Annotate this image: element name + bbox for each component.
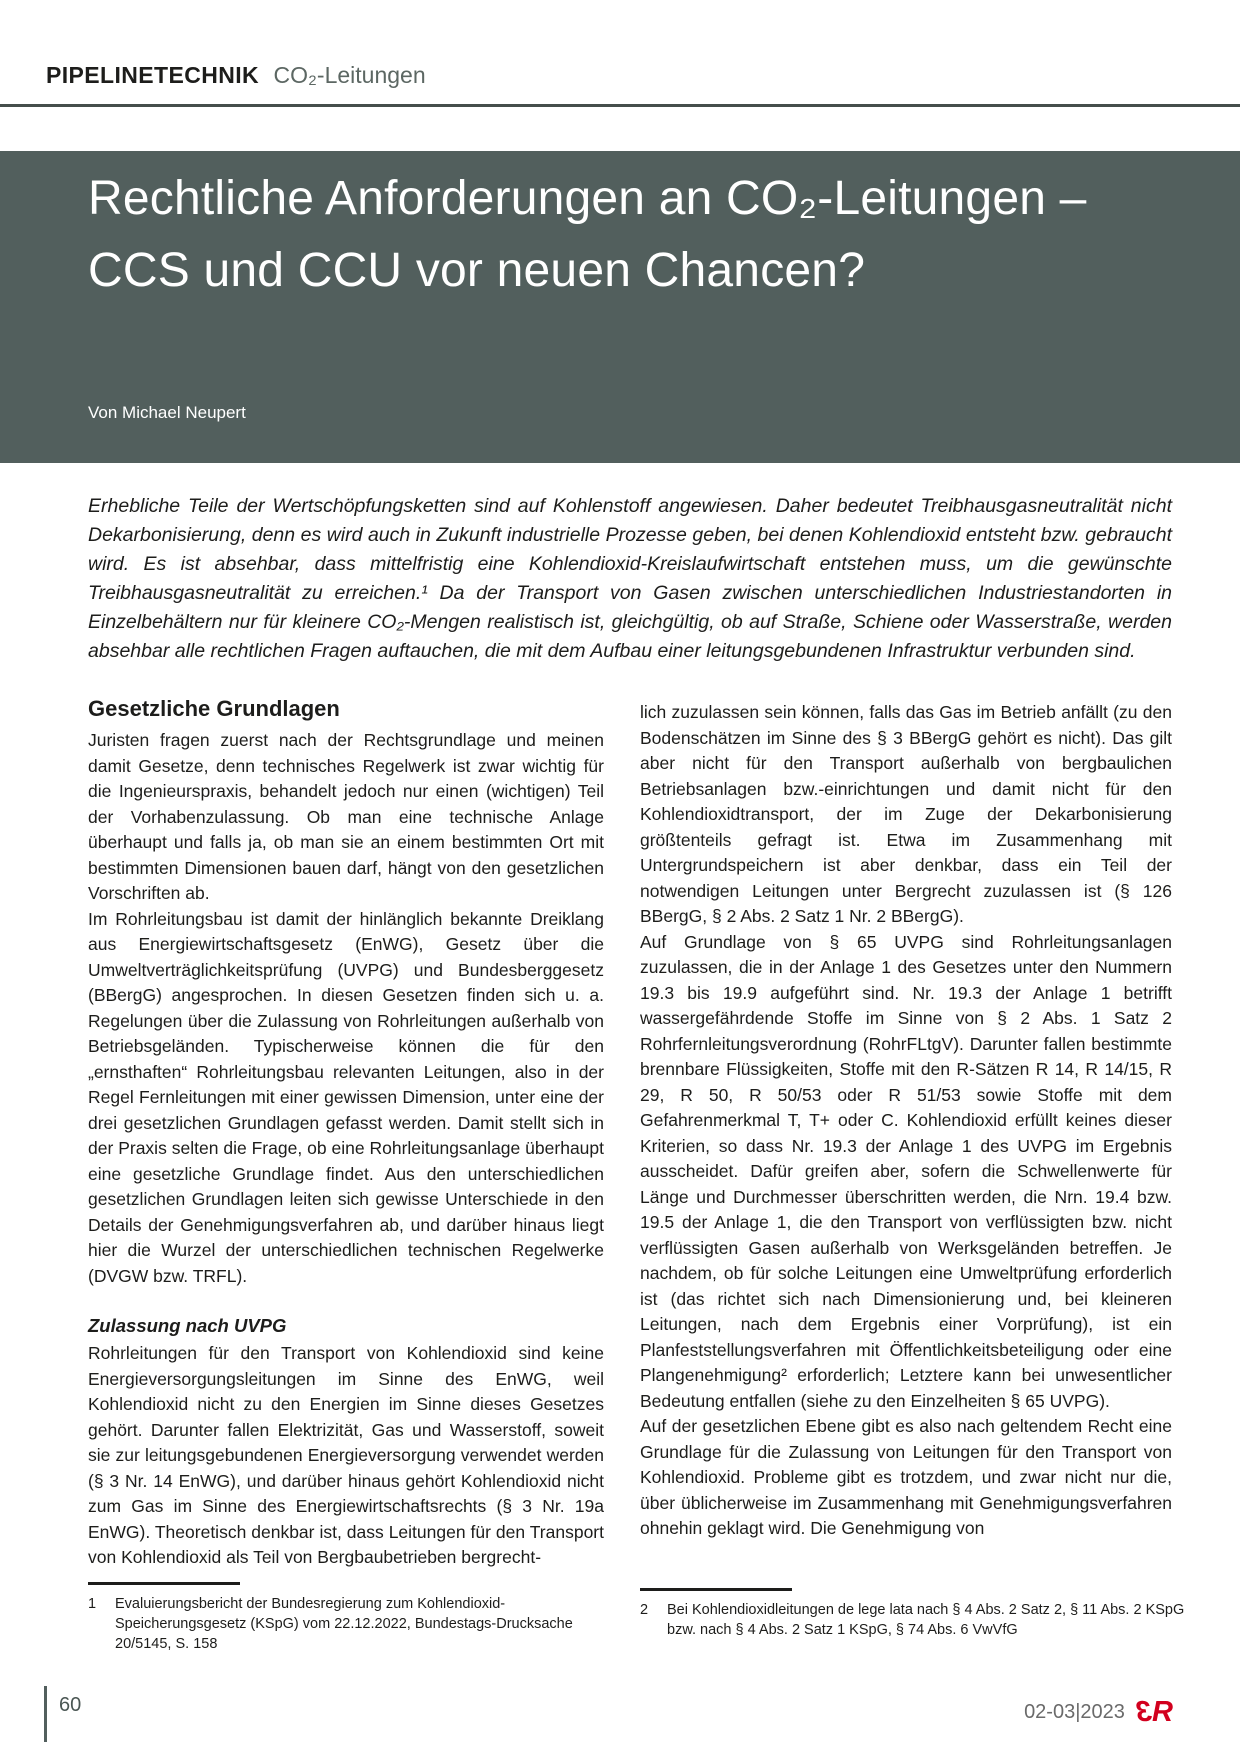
section-kicker: PIPELINETECHNIK [46,62,260,88]
section-topic: CO₂-Leitungen [273,62,426,88]
body-paragraph: Im Rohrleitungsbau ist damit der hinlänglich bekannte Dreiklang aus Energiewirtschaftsgesetz (EnWG), Gesetz über die Umweltverträglichkeitsprüfung (UVPG) und Bundesberggesetz (BBergG) angesprochen. In diesen Gesetzen finden sich u. a. Regelungen über die Zulassung von Rohrleitungen außerhalb von Betriebsgeländen. Typischerweise können die für den „ernsthaften“ Rohrleitungsbau relevanten Leitungen, also in der Regel Fernleitungen mit einer gewissen Dimension, unter eine der drei gesetzlichen Grundlagen gefasst werden. Damit stellt sich in der Praxis selten die Frage, ob eine Rohrleitungsanlage überhaupt eine gesetzliche Grundlage findet. Aus den unterschiedlichen gesetzlichen Grundlagen leiten sich gewisse Unterschiede in den Details der Genehmigungsverfahren ab, und darüber hinaus liegt hier die Wurzel der unterschiedlichen technischen Regelwerke (DVGW bzw. TRFL). [88,908,604,1286]
body-paragraph: lich zuzulassen sein können, falls das Gas im Betrieb anfällt (zu den Bodenschätzen im Sinne des § 3 BBergG gehört es nicht). Das gilt aber nicht für den Transport außerhalb von bergbaulichen Betriebsanlagen bzw.-einrichtungen und damit nicht für den Kohlendioxidtransport, der im Zuge der Dekarbonisierung größtenteils gefragt ist. Etwa im Zusammenhang mit Untergrundspeichern ist aber denkbar, dass ein Teil der notwendigen Leitungen unter Bergrecht zuzulassen ist (§ 126 BBergG, § 2 Abs. 2 Satz 1 Nr. 2 BBergG). [640,702,1172,926]
body-paragraph: Rohrleitungen für den Transport von Kohlendioxid sind keine Energieversorgungsleitungen im Sinne des EnWG, weil Kohlendioxid nicht zu den Energien im Sinne dieses Gesetzes gehört. Darunter fallen Elektrizität, Gas und Wasserstoff, soweit sie zur leitungsgebundenen Energieversorgung verwendet werden (§ 3 Nr. 14 EnWG), und darüber hinaus gehört Kohlendioxid nicht zum Gas im Sinne des Energiewirtschaftsrechts (§ 3 Nr. 19a EnWG). Theoretisch denkbar ist, dass Leitungen für den Transport von Kohlendioxid als Teil von Bergbaubetrieben bergrecht- [88,1343,604,1567]
journal-logo-3: 3 [1136,1696,1153,1728]
right-column [640,700,1172,1542]
footnote-left [88,1582,613,1654]
page-number: 60 [59,1694,82,1716]
article-abstract: Erhebliche Teile der Wertschöpfungsketten sind auf Kohlenstoff angewiesen. Daher bedeutet Treibhausgasneutralität nicht Dekarbonisierung, denn es wird auch in Zukunft industrielle Prozesse geben, bei denen Kohlendioxid entsteht bzw. gebraucht wird. Es ist absehbar, dass mittelfristig eine Kohlendioxid-Kreislaufwirtschaft entstehen muss, um die gewünschte Treibhausgasneutralität zu erreichen.¹ Da der Transport von Gasen zwischen unterschiedlichen Industriestandorten in Einzelbehältern nur für kleinere CO₂-Mengen realistisch ist, gleichgültig, ob auf Straße, Schiene oder Wasserstraße, werden absehbar alle rechtlichen Fragen auftauchen, die mit dem Aufbau einer leitungsgebundenen Infrastruktur verbunden sind. [88,495,1172,662]
footnote-right [640,1588,1185,1640]
subsection-heading: Zulassung nach UVPG [88,1315,287,1336]
footer-accent-bar [44,1686,47,1742]
footnote-rule [88,1582,240,1585]
footnote-text: Bei Kohlendioxidleitungen de lege lata nach § 4 Abs. 2 Satz 2, § 11 Abs. 2 KSpG bzw. nach § 4 Abs. 2 Satz 1 KSpG, § 74 Abs. 6 VwVfG [667,1602,1185,1638]
issue-label: 02-03|2023 [1024,1701,1125,1723]
article-title: Rechtliche Anforderungen an CO₂-Leitungen – CCS und CCU vor neuen Chancen? [88,172,1087,297]
body-paragraph: Juristen fragen zuerst nach der Rechtsgrundlage und meinen damit Gesetze, denn technisches Regelwerk ist zwar wichtig für die Ingenieurspraxis, behandelt jedoch nur einen (wichtigen) Teil der Vorhabenzulassung. Ob man eine technische Anlage überhaupt und falls ja, ob man sie an einem bestimmten Ort mit bestimmten Dimensionen bauen darf, hängt von den gesetzlichen Vorschriften ab. [88,730,604,903]
article-author: Von Michael Neupert [88,403,246,422]
footnote-number: 1 [88,1596,97,1612]
journal-logo [1137,1696,1172,1729]
footnote-number: 2 [640,1602,649,1618]
footnote-text: Evaluierungsbericht der Bundesregierung zum Kohlendioxid-Speicherungsgesetz (KSpG) vom 22.12.2022, Bundestags-Drucksache 20/5145, S. 158 [115,1596,573,1652]
journal-logo-r: R [1152,1696,1172,1728]
footnote-rule [640,1588,792,1591]
footer-right [1024,1696,1172,1729]
section-heading: Gesetzliche Grundlagen [88,696,340,721]
page-header [46,62,426,89]
header-rule [0,104,1240,107]
body-paragraph: Auf Grundlage von § 65 UVPG sind Rohrleitungsanlagen zuzulassen, die in der Anlage 1 des Gesetzes unter den Nummern 19.3 bis 19.9 aufgeführt sind. Nr. 19.3 der Anlage 1 betrifft wassergefährdende Stoffe im Sinne von § 2 Abs. 1 Satz 2 Rohrfernleitungsverordnung (RohrFLtgV). Darunter fallen bestimmte brennbare Flüssigkeiten, Stoffe mit den R-Sätzen R 14, R 14/15, R 29, R 50, R 50/53 oder R 51/53 sowie Stoffe mit dem Gefahrenmerkmal T, T+ oder C. Kohlendioxid erfüllt keines dieser Kriterien, so dass Nr. 19.3 der Anlage 1 des UVPG im Ergebnis ausscheidet. Dafür greifen aber, sofern die Schwellenwerte für Länge und Durchmesser überschritten werden, die Nrn. 19.4 bzw. 19.5 der Anlage 1, die den Transport von verflüssigten bzw. nicht verflüssigten Gasen außerhalb von Werksgeländen betreffen. Je nachdem, ob für solche Leitungen eine Umweltprüfung erforderlich ist (das richtet sich nach Dimensionierung und, bei kleineren Leitungen, nach dem Ergebnis einer Vorprüfung), ist ein Planfeststellungsverfahren mit Öffentlichkeitsbeteiligung oder eine Plangenehmigung² erforderlich; Letztere kann bei unwesentlicher Bedeutung entfallen (siehe zu den Einzelheiten § 65 UVPG). [640,931,1172,1411]
body-paragraph: Auf der gesetzlichen Ebene gibt es also nach geltendem Recht eine Grundlage für die Zulassung von Leitungen für den Transport von Kohlendioxid. Probleme gibt es trotzdem, und zwar nicht nur die, über üblicherweise im Zusammenhang mit Genehmigungsverfahren ohnehin geklagt wird. Die Genehmigung von [640,1416,1172,1538]
left-column [88,694,604,1571]
title-banner [0,151,1240,463]
